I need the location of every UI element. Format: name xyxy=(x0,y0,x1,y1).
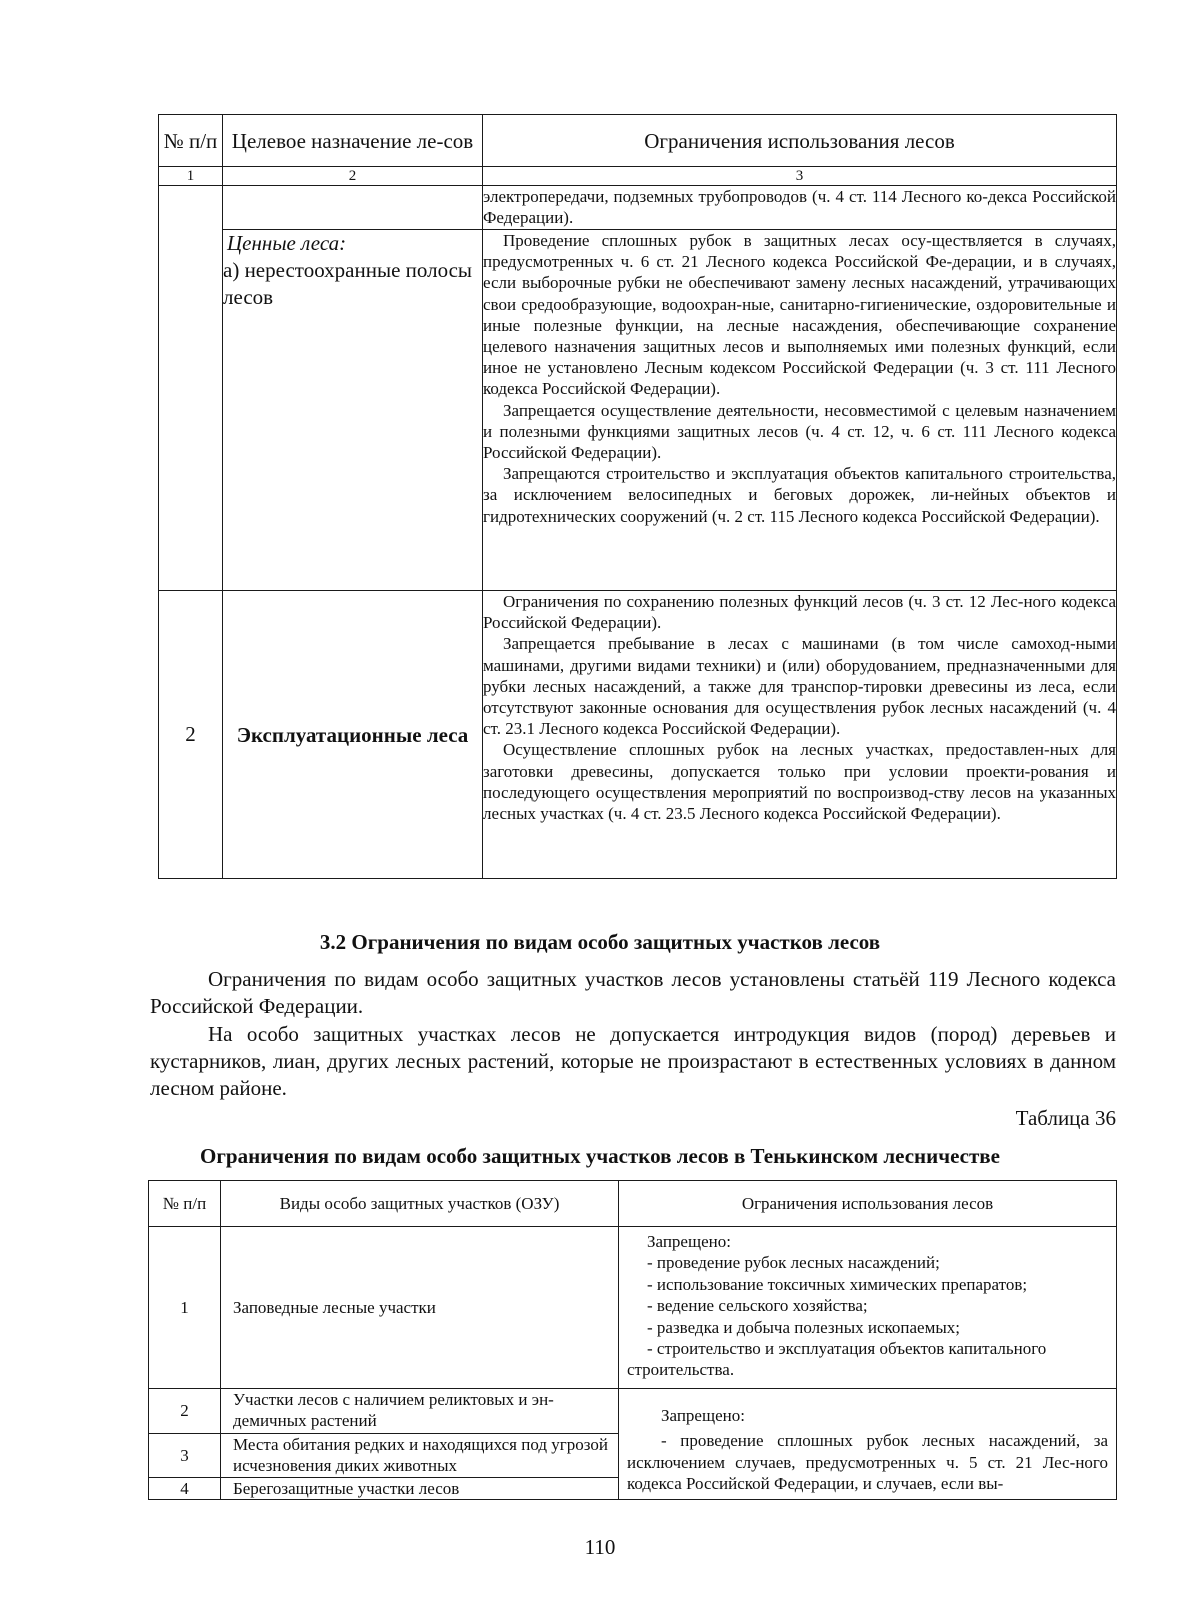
header-number: № п/п xyxy=(149,1181,221,1227)
paragraph-2: На особо защитных участках лесов не допускается интродукция видов (пород) деревьев и кустарников, лиан, других лесных растений, которые не произрастают в естественных условиях в данном лесном районе. xyxy=(150,1022,1116,1100)
ozu-name: Участки лесов с наличием реликтовых и эн-демичных растений xyxy=(221,1389,619,1434)
col-number-2: 2 xyxy=(223,167,483,186)
valuable-forests-restrictions: Проведение сплошных рубок в защитных лесах осу-ществляется в случаях, предусмотренных ч. 6 ст. 21 Лесного кодекса Российской Фе-дерации, и в случаях, если выборочные рубки не обеспечивают замену лесных насаждений, утрачивающих свои средообразующие, водоохран-ные, санитарно-гигиенические, оздоровительные и иные полезные функции, на лесные насаждения, обеспечивающие сохранение целевого назначения защитных лесов и выполняемых ими полезных функций, если иное не установлено Лесным кодексом Российской Федерации (ч. 3 ст. 111 Лесного кодекса Российской Федерации). Запрещается осуществление деятельности, несовместимой с целевым назначением и полезными функциями защитных лесов (ч. 4 ст. 12, ч. 6 ст. 111 Лесного кодекса Российской Федерации). Запрещаются строительство и эксплуатация объектов капитального строительства, за исключением велосипедных и беговых дорожек, ли-нейных объектов и гидротехнических сооружений (ч. 2 ст. 115 Лесного кодекса Российской Федерации). xyxy=(483,230,1117,591)
row-number: 4 xyxy=(149,1478,221,1500)
section-heading: 3.2 Ограничения по видам особо защитных участков лесов xyxy=(319,930,881,954)
col-number-1: 1 xyxy=(159,167,223,186)
ozu-name: Берегозащитные участки лесов xyxy=(221,1478,619,1500)
ozu-restrictions-table xyxy=(148,1180,1117,1500)
valuable-forests-name: Ценные леса: а) нерестоохранные полосы лесов xyxy=(223,230,483,591)
restriction-continuation: электропередачи, подземных трубопроводов (ч. 4 ст. 114 Лесного ко-декса Российской Федерации). xyxy=(483,186,1117,230)
row-number: 1 xyxy=(149,1227,221,1389)
header-purpose: Целевое назначение ле-сов xyxy=(223,115,483,167)
row-number: 2 xyxy=(149,1389,221,1434)
header-number: № п/п xyxy=(159,115,223,167)
exploitation-row-number: 2 xyxy=(159,591,223,879)
page-number: 110 xyxy=(584,1535,616,1559)
ozu-name: Места обитания редких и находящихся под угрозой исчезновения диких животных xyxy=(221,1434,619,1478)
table-cell-empty xyxy=(223,186,483,230)
exploitation-forests-restrictions: Ограничения по сохранению полезных функций лесов (ч. 3 ст. 12 Лес-ного кодекса Российской Федерации). Запрещается пребывание в лесах с машинами (в том числе самоход-ными машинами, другими видами техники) и (или) оборудованием, предназначенными для рубки лесных насаждений, а также для транспор-тировки древесины из леса, если отсутствуют законные основания для осуществления рубок лесных насаждений (ч. 4 ст. 23.1 Лесного кодекса Российской Федерации). Осуществление сплошных рубок на лесных участках, предоставлен-ных для заготовки древесины, допускается только при условии проекти-рования и последующего осуществления мероприятий по воспроизвод-ству лесов на указанных лесных участках (ч. 4 ст. 23.5 Лесного кодекса Российской Федерации). xyxy=(483,591,1117,879)
ozu-name: Заповедные лесные участки xyxy=(221,1227,619,1389)
row-number: 3 xyxy=(149,1434,221,1478)
paragraph-1: Ограничения по видам особо защитных участков лесов установлены статьёй 119 Лесного кодекса Российской Федерации. xyxy=(150,967,1116,1018)
forest-purpose-table xyxy=(158,114,1117,879)
ozu-restrictions: Запрещено: - проведение рубок лесных насаждений; - использование токсичных химических препаратов; - ведение сельского хозяйства; - разведка и добыча полезных ископаемых; - строительство и эксплуатация объектов капитального строительства. xyxy=(619,1227,1117,1389)
header-ozu-type: Виды особо защитных участков (ОЗУ) xyxy=(221,1181,619,1227)
header-restrictions: Ограничения использования лесов xyxy=(619,1181,1117,1227)
table-row-number xyxy=(159,186,223,591)
table-title: Ограничения по видам особо защитных участков лесов в Тенькинском лесничестве xyxy=(200,1144,1000,1168)
col-number-3: 3 xyxy=(483,167,1117,186)
exploitation-forests-name: Эксплуатационные леса xyxy=(223,591,483,879)
header-restrictions: Ограничения использования лесов xyxy=(483,115,1117,167)
table-label: Таблица 36 xyxy=(1015,1106,1116,1130)
shared-restrictions: Запрещено: - проведение сплошных рубок лесных насаждений, за исключением случаев, предусмотренных ч. 5 ст. 21 Лес-ного кодекса Российской Федерации, и случаев, если вы- xyxy=(619,1389,1117,1500)
